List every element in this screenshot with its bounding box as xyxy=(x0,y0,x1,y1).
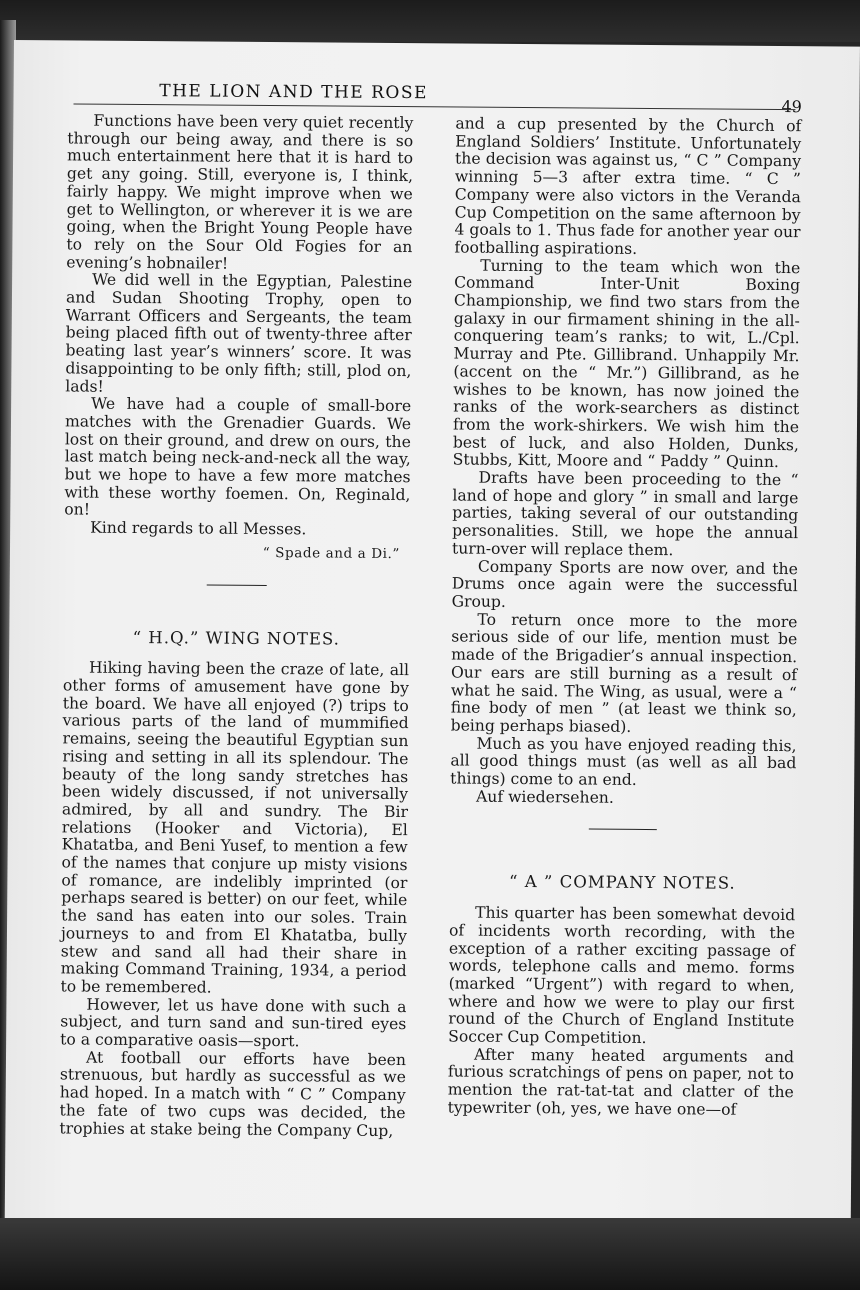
section-divider xyxy=(589,829,657,831)
paragraph: Company Sports are now over, and the Drums once again were the successful Group. xyxy=(451,557,798,611)
paragraph: We did well in the Egyptian, Palestine and Sudan Shooting Trophy, open to Warrant Officers and Sergeants, the team being placed fifth out of twenty-three after beating last year’s winners’ score. It was disappointing to be only fifth; still, plod on, lads! xyxy=(65,270,413,396)
paragraph: To return once more to the more serious side of our life, mention must be made of the Brigadier’s annual inspection. Our ears are still burning as a result of what he said. The Wing, as usual, were a “ fine body of men ” (at least we think so, being perhaps biased). xyxy=(450,610,798,736)
paragraph: Much as you have enjoyed reading this, all good things must (as well as all bad things) come to an end. xyxy=(450,734,797,789)
bottom-shadow xyxy=(0,1218,860,1290)
paragraph: and a cup presented by the Church of England Soldiers’ Institute. Unfortunately the decision was against us, “ C ” Company winning 5—3 after extra time. “ C ” Company were also victors in the Veranda Cup Competition on the same afternoon by 4 goals to 1. Thus fade for another year our footballing aspirations. xyxy=(454,114,802,258)
paragraph: After many heated arguments and furious scratchings of pens on paper, not to mention the rat-tat-tat and clatter of the typewriter (oh, yes, we have one—of xyxy=(447,1045,795,1119)
signature: “ Spade and a Di.” xyxy=(262,544,401,562)
hq-wing-heading: “ H.Q.” WING NOTES. xyxy=(132,627,341,649)
right-column xyxy=(448,115,802,1119)
paragraph: Auf wiedersehen. xyxy=(476,787,614,807)
top-shadow xyxy=(0,0,860,42)
paragraph: Functions have been very quiet recently through our being away, and there is so much entertainment here that it is hard to get any going. Still, everyone is, I think, fairly happy. We might improve when we get to Wellington, or wherever it is we are going, when the Bright Young People have to rely on the Sour Old Fogies for an evening’s hobnailer! xyxy=(66,111,414,273)
paragraph: At football our efforts have been strenuous, but hardly as successful as we had hoped. In a match with “ C ” Company the fate of two cups was decided, the trophies at stake being the Company Cup, xyxy=(59,1048,407,1140)
paragraph: This quarter has been somewhat devoid of incidents worth recording, with the exception of a rather exciting passage of words, telephone calls and memo. forms (marked “Urgent”) with regard to when, where and how we were to play our first round of the Church of England Institute Soccer Cup Competition. xyxy=(448,903,796,1048)
header-rule xyxy=(73,103,795,110)
paragraph: Kind regards to all Messes. xyxy=(90,518,307,539)
page-number: 49 xyxy=(781,97,802,117)
paragraph: Hiking having been the craze of late, all other forms of amusement have gone by the board. We have all enjoyed (?) trips to various parts of the land of mummified remains, seeing the beautiful Egyptian sun rising and setting in all its splendour. The beauty of the long sandy stretches has been widely discussed, if not universally admired, by all and sundry. The Bir relations (Hooker and Victoria), El Khatatba, and Beni Yusef, to mention a few of the names that conjure up misty visions of romance, are indelibly imprinted (or perhaps seared is better) on our feet, while the sand has eaten into our soles. Train journeys to and from El Khatatba, bully stew and sand all had their share in making Command Training, 1934, a period to be remembered. xyxy=(60,658,410,997)
paragraph: Turning to the team which won the Command Inter-Unit Boxing Championship, we find two stars from the galaxy in our firmament shining in the all-conquering team’s ranks; to wit, L./Cpl. Murray and Pte. Gillibrand. Unhappily Mr. (accent on the “ Mr.”) Gillibrand, as he wishes to be known, has now joined the ranks of the work-searchers as distinct from the work-shirkers. We wish him the best of luck, and also Holden, Dunks, Stubbs, Kitt, Moore and “ Paddy ” Quinn. xyxy=(452,256,801,472)
paragraph: Drafts have been proceeding to the “ land of hope and glory ” in small and large parties, taking several of our outstanding personalities. Still, we hope the annual turn-over will replace them. xyxy=(451,468,799,560)
paragraph: However, let us have done with such a subject, and turn sand and sun-tired eyes to a comparative oasis—sport. xyxy=(60,995,407,1051)
section-divider xyxy=(207,584,267,585)
magazine-page xyxy=(5,40,860,1227)
running-title: THE LION AND THE ROSE xyxy=(159,81,429,104)
left-column xyxy=(59,112,413,1140)
a-company-heading: “ A ” COMPANY NOTES. xyxy=(509,872,736,894)
paragraph: We have had a couple of small-bore matches with the Grenadier Guards. We lost on their ground, and drew on ours, the last match being neck-and-neck all the way, but we hope to have a few more matches with these worthy foemen. On, Reginald, on! xyxy=(64,394,412,520)
